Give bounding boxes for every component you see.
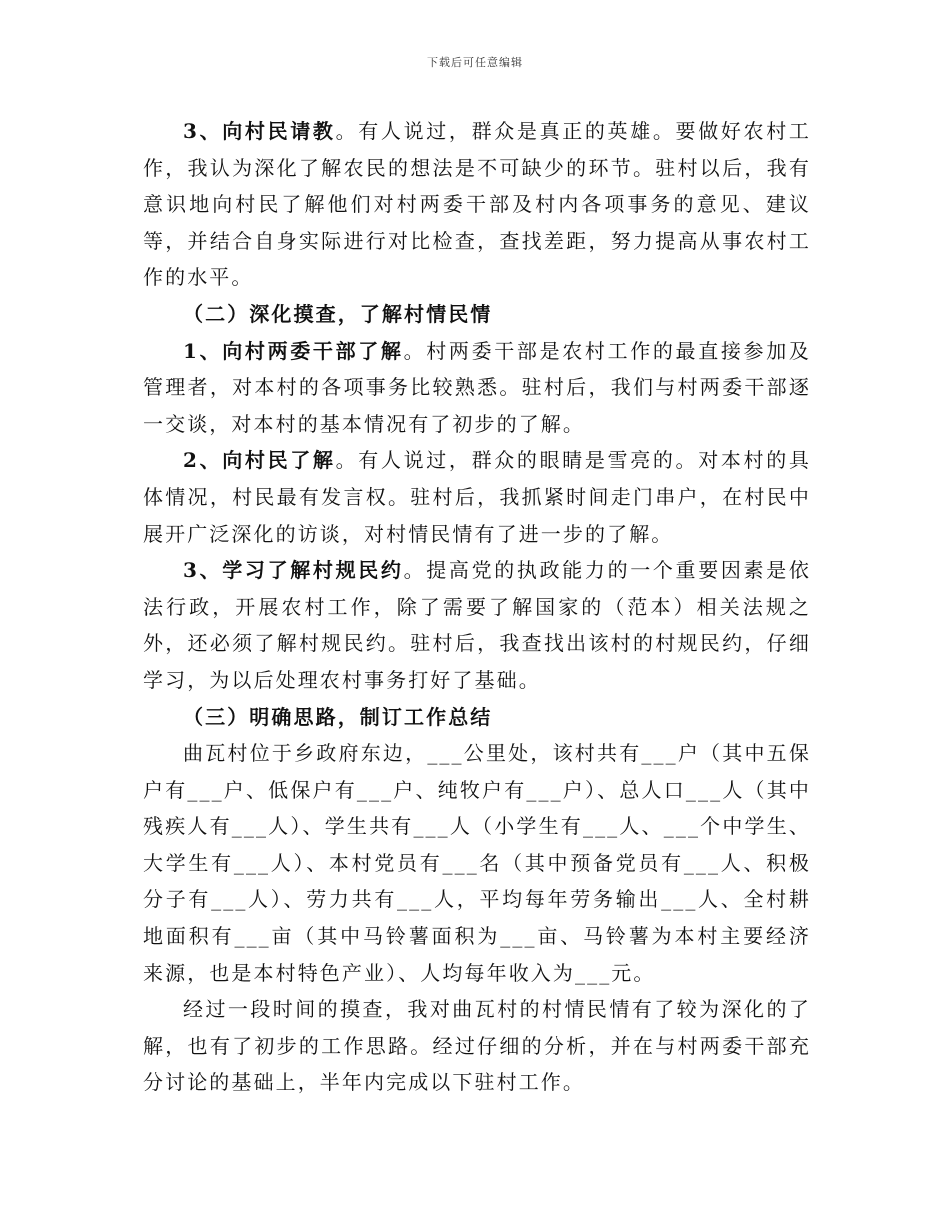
paragraph-village-profile: 曲瓦村位于乡政府东边，___公里处，该村共有___户（其中五保户有___户、低保户有___户、纯牧户有___户）、总人口___人（其中残疾人有___人）、学生共有___人（小学生有___人、___个中学生、大学生有___人）、本村党员有___名（其中预备党员有___人、积极分子有___人）、劳力共有___人，平均每年劳务输出___人、全村耕地面积有___亩（其中马铃薯面积为___亩、马铃薯为本村主要经济来源，也是本村特色产业）、人均每年收入为___元。 [143,741,811,985]
section-heading-2: （二）深化摸查，了解村情民情 [183,301,493,326]
page-header: 下载后可任意编辑 [427,56,523,69]
paragraph-text: 。有人说过，群众是真正的英雄。要做好农村工作，我认为深化了解农民的想法是不可缺少的环节。驻村以后，我有意识地向村民了解他们对村两委干部及村内各项事务的意见、建议等，并结合自身实际进行对比检查，查找差距，努力提高从事农村工作的水平。 [143,119,811,290]
paragraph-lead: 1、向村两委干部了解 [183,338,404,363]
document-body [143,113,811,1101]
paragraph-village-cadres [143,333,811,443]
paragraph-lead: 3、学习了解村规民约 [183,558,404,583]
paragraph-text: 。提高党的执政能力的一个重要因素是依法行政，开展农村工作，除了需要了解国家的（范本）相关法规之外，还必须了解村规民约。驻村后，我查找出该村的村规民约，仔细学习，为以后处理农村事务打好了基础。 [143,558,811,692]
paragraph-text: 。有人说过，群众的眼睛是雪亮的。对本村的具体情况，村民最有发言权。驻村后，我抓紧时间走门串户，在村民中展开广泛深化的访谈，对村情民情有了进一步的了解。 [143,448,811,546]
paragraph-village-rules [143,552,811,698]
paragraph-lead: 3、向村民请教 [183,119,336,143]
paragraph-consult-villagers [143,113,811,296]
paragraph-work-plan: 经过一段时间的摸查，我对曲瓦村的村情民情有了较为深化的了解，也有了初步的工作思路。经过仔细的分析，并在与村两委干部充分讨论的基础上，半年内完成以下驻村工作。 [143,997,811,1095]
section-heading-3: （三）明确思路，制订工作总结 [183,704,493,729]
paragraph-villagers [143,442,811,552]
paragraph-lead: 2、向村民了解 [183,448,336,473]
paragraph-text: 。村两委干部是农村工作的最直接参加及管理者，对本村的各项事务比较熟悉。驻村后，我们与村两委干部逐一交谈，对本村的基本情况有了初步的了解。 [143,338,811,436]
